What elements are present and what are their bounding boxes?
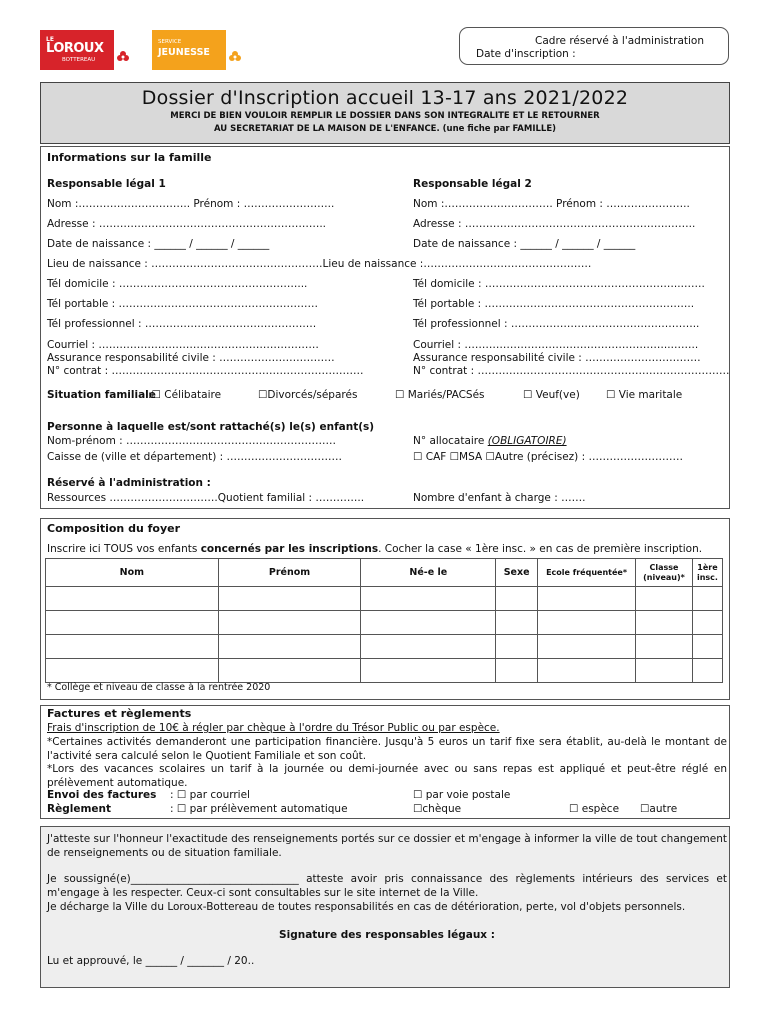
table-header-row — [46, 559, 723, 587]
household-intro — [47, 543, 702, 555]
caisse-field[interactable]: Caisse de (ville et département) : …………………………… — [47, 451, 343, 463]
resp2-home-phone-field[interactable]: Tél domicile : ………………………………………………..……. — [413, 278, 705, 290]
table-cell[interactable] — [218, 611, 361, 635]
table-cell[interactable] — [538, 587, 636, 611]
holidays-paragraph: *Lors des vacances scolaires un tarif à la journée ou demi-journée avec ou sans repas est appliqué et peut-être réglé en prélèvement automatique. — [47, 763, 727, 789]
table-cell[interactable] — [692, 611, 722, 635]
resp1-insurance-field[interactable]: Assurance responsabilité civile : …………………………… — [47, 352, 335, 364]
allocataire-label: N° allocataire — [413, 435, 485, 447]
flower-icon — [116, 50, 130, 64]
payment-label: Règlement — [47, 803, 111, 815]
table-cell[interactable] — [46, 659, 219, 683]
table-cell[interactable] — [361, 587, 496, 611]
table-cell[interactable] — [692, 635, 722, 659]
section-title: Composition du foyer — [47, 522, 181, 535]
table-row — [46, 611, 723, 635]
birthplace-field[interactable]: Lieu de naissance : ………………………………………….Lieu de naissance :………………………………………… — [47, 258, 592, 270]
resp1-contract-field[interactable]: N° contrat : ……………………………………………………………… — [47, 365, 364, 377]
rules-paragraph: Je soussigné(e)________________________________ atteste avoir pris connaissance des règlements intérieurs des services et m'engage à les respecter. Ceux-ci sont consultables sur le site internet de la Ville. — [47, 873, 727, 899]
col-ecole: Ecole fréquentée* — [538, 559, 636, 587]
table-cell[interactable] — [538, 659, 636, 683]
children-table — [45, 558, 723, 683]
table-cell[interactable] — [46, 611, 219, 635]
title-subline-2: AU SECRETARIAT DE LA MAISON DE L'ENFANCE. (une fiche par FAMILLE) — [213, 124, 557, 134]
resp1-birthdate-field[interactable]: Date de naissance : ______ / ______ / ______ — [47, 238, 270, 250]
resp2-contract-field[interactable]: N° contrat : ……………………………………………………………… — [413, 365, 730, 377]
resp2-heading: Responsable légal 2 — [413, 178, 532, 190]
invoice-post-checkbox[interactable]: ☐ par voie postale — [413, 789, 511, 801]
col-nom: Nom — [46, 559, 219, 587]
situation-veuf-checkbox[interactable]: ☐ Veuf(ve) — [523, 389, 580, 401]
situation-vie-maritale-checkbox[interactable]: ☐ Vie maritale — [606, 389, 683, 401]
situation-divorces-checkbox[interactable]: ☐Divorcés/séparés — [258, 389, 358, 401]
table-row — [46, 659, 723, 683]
table-row — [46, 587, 723, 611]
section-title: Factures et règlements — [47, 707, 192, 720]
intro-part: Inscrire ici TOUS vos enfants — [47, 543, 201, 555]
service-jeunesse-logo — [152, 30, 226, 70]
resp2-email-field[interactable]: Courriel : …………………………………………………..…….. — [413, 339, 699, 351]
section-title: Informations sur la famille — [47, 151, 212, 164]
loroux-logo — [40, 30, 114, 70]
table-cell[interactable] — [361, 635, 496, 659]
resp2-work-phone-field[interactable]: Tél professionnel : …………………………………….……….. — [413, 318, 700, 330]
title-subline-1: MERCI DE BIEN VOULOIR REMPLIR LE DOSSIER DANS SON INTEGRALITE ET LE RETOURNER — [170, 111, 600, 121]
page-title: Dossier d'Inscription accueil 13-17 ans 2021/2022 — [141, 87, 629, 109]
payment-cheque-checkbox[interactable]: ☐chèque — [413, 803, 462, 815]
resp2-insurance-field[interactable]: Assurance responsabilité civile : …………………………… — [413, 352, 701, 364]
payment-other-checkbox[interactable]: ☐autre — [640, 803, 678, 815]
logo-text-loroux: LOROUX — [46, 41, 104, 56]
table-cell[interactable] — [361, 659, 496, 683]
table-cell[interactable] — [218, 587, 361, 611]
name-surname-field[interactable]: Nom-prénom : …………………………………………………… — [47, 435, 337, 447]
situation-maries-checkbox[interactable]: ☐ Mariés/PACSés — [395, 389, 485, 401]
resp1-mobile-field[interactable]: Tél portable : ………………………………………………… — [47, 298, 319, 310]
table-cell[interactable] — [538, 635, 636, 659]
resp1-heading: Responsable légal 1 — [47, 178, 166, 190]
caf-msa-checkboxes[interactable]: ☐ CAF ☐MSA ☐Autre (précisez) : ……………………… — [413, 451, 683, 463]
resp2-mobile-field[interactable]: Tél portable : …………………………………………….…….. — [413, 298, 695, 310]
admin-reserved-heading: Réservé à l'administration : — [47, 477, 211, 489]
resp1-email-field[interactable]: Courriel : ……………………………………………………… — [47, 339, 319, 351]
table-cell[interactable] — [496, 635, 538, 659]
resp1-name-field[interactable]: Nom :………………………….. Prénom : …………………….. — [47, 198, 335, 210]
table-cell[interactable] — [496, 659, 538, 683]
intro-part: . Cocher la case « 1ère insc. » en cas de première inscription. — [378, 543, 703, 555]
situation-label: Situation familiale — [47, 389, 156, 401]
obligatoire-label: (OBLIGATOIRE) — [487, 435, 567, 447]
activities-paragraph: *Certaines activités demanderont une participation financière. Jusqu'à 5 euros un tarif fixe sera établit, au-delà le montant de l'activité sera calculé selon le Quotient Familiale et son coût. — [47, 736, 727, 762]
intro-bold-part: concernés par les inscriptions — [200, 543, 379, 555]
table-cell[interactable] — [636, 611, 693, 635]
admin-box-title: Cadre réservé à l'administration — [535, 35, 704, 47]
ressources-field[interactable]: Ressources ………………………….Quotient familial : ………….. — [47, 492, 365, 504]
resp1-home-phone-field[interactable]: Tél domicile : ……………………………………………... — [47, 278, 308, 290]
table-cell[interactable] — [218, 635, 361, 659]
payment-cash-checkbox[interactable]: ☐ espèce — [569, 803, 620, 815]
allocataire-field[interactable] — [413, 435, 567, 447]
table-cell[interactable] — [636, 635, 693, 659]
table-cell[interactable] — [692, 659, 722, 683]
table-cell[interactable] — [361, 611, 496, 635]
resp2-address-field[interactable]: Adresse : ………………………………………………….…….. — [413, 218, 696, 230]
table-cell[interactable] — [46, 635, 219, 659]
table-cell[interactable] — [218, 659, 361, 683]
resp2-name-field[interactable]: Nom :…………………………. Prénom : ………….……….. — [413, 198, 690, 210]
table-cell[interactable] — [46, 587, 219, 611]
table-cell[interactable] — [692, 587, 722, 611]
invoice-email-checkbox[interactable]: : ☐ par courriel — [170, 789, 250, 801]
flower-icon — [228, 50, 242, 64]
logo-text-service: SERVICE — [158, 39, 182, 45]
resp1-work-phone-field[interactable]: Tél professionnel : ……………………………………….… — [47, 318, 317, 330]
table-cell[interactable] — [538, 611, 636, 635]
resp2-birthdate-field[interactable]: Date de naissance : ______ / ______ / ______ — [413, 238, 636, 250]
invoice-delivery-label: Envoi des factures — [47, 789, 157, 801]
logo-text-bottereau: BOTTEREAU — [62, 57, 96, 63]
children-count-field[interactable]: Nombre d'enfant à charge : ……. — [413, 492, 586, 504]
signature-label: Signature des responsables légaux : — [279, 929, 495, 941]
table-cell[interactable] — [636, 659, 693, 683]
col-ne-le: Né-e le — [361, 559, 496, 587]
col-prenom: Prénom — [218, 559, 361, 587]
admin-reserved-box — [459, 27, 729, 65]
attestation-paragraph: J'atteste sur l'honneur l'exactitude des renseignements portés sur ce dossier et m'engage à informer la ville de tout changement de renseignements ou de situation familiale. — [47, 833, 727, 859]
read-approved-field[interactable]: Lu et approuvé, le ______ / _______ / 20.. — [47, 955, 255, 967]
col-classe: Classe (niveau)* — [636, 559, 693, 587]
logo-text-jeunesse: JEUNESSE — [158, 47, 210, 58]
inscription-date-label: Date d'inscription : — [476, 48, 576, 60]
logo-text-le: LE — [46, 36, 54, 43]
table-cell[interactable] — [496, 611, 538, 635]
title-banner — [40, 82, 730, 144]
table-cell[interactable] — [496, 587, 538, 611]
situation-celibataire-checkbox[interactable]: :☐ Célibataire — [148, 389, 222, 401]
table-row — [46, 635, 723, 659]
table-cell[interactable] — [636, 587, 693, 611]
payment-direct-debit-checkbox[interactable]: : ☐ par prélèvement automatique — [170, 803, 348, 815]
col-premiere-insc: 1ère insc. — [692, 559, 722, 587]
col-sexe: Sexe — [496, 559, 538, 587]
attached-person-heading: Personne à laquelle est/sont rattaché(s) le(s) enfant(s) — [47, 421, 375, 433]
liability-paragraph: Je décharge la Ville du Loroux-Bottereau de toutes responsabilités en cas de détérioration, perte, vol d'objets personnels. — [47, 901, 686, 913]
registration-fee-text: Frais d'inscription de 10€ à régler par chèque à l'ordre du Trésor Public ou par espèce. — [47, 722, 500, 734]
table-footnote: * Collège et niveau de classe à la rentrée 2020 — [47, 682, 271, 693]
resp1-address-field[interactable]: Adresse : ……………………………………………………….. — [47, 218, 326, 230]
